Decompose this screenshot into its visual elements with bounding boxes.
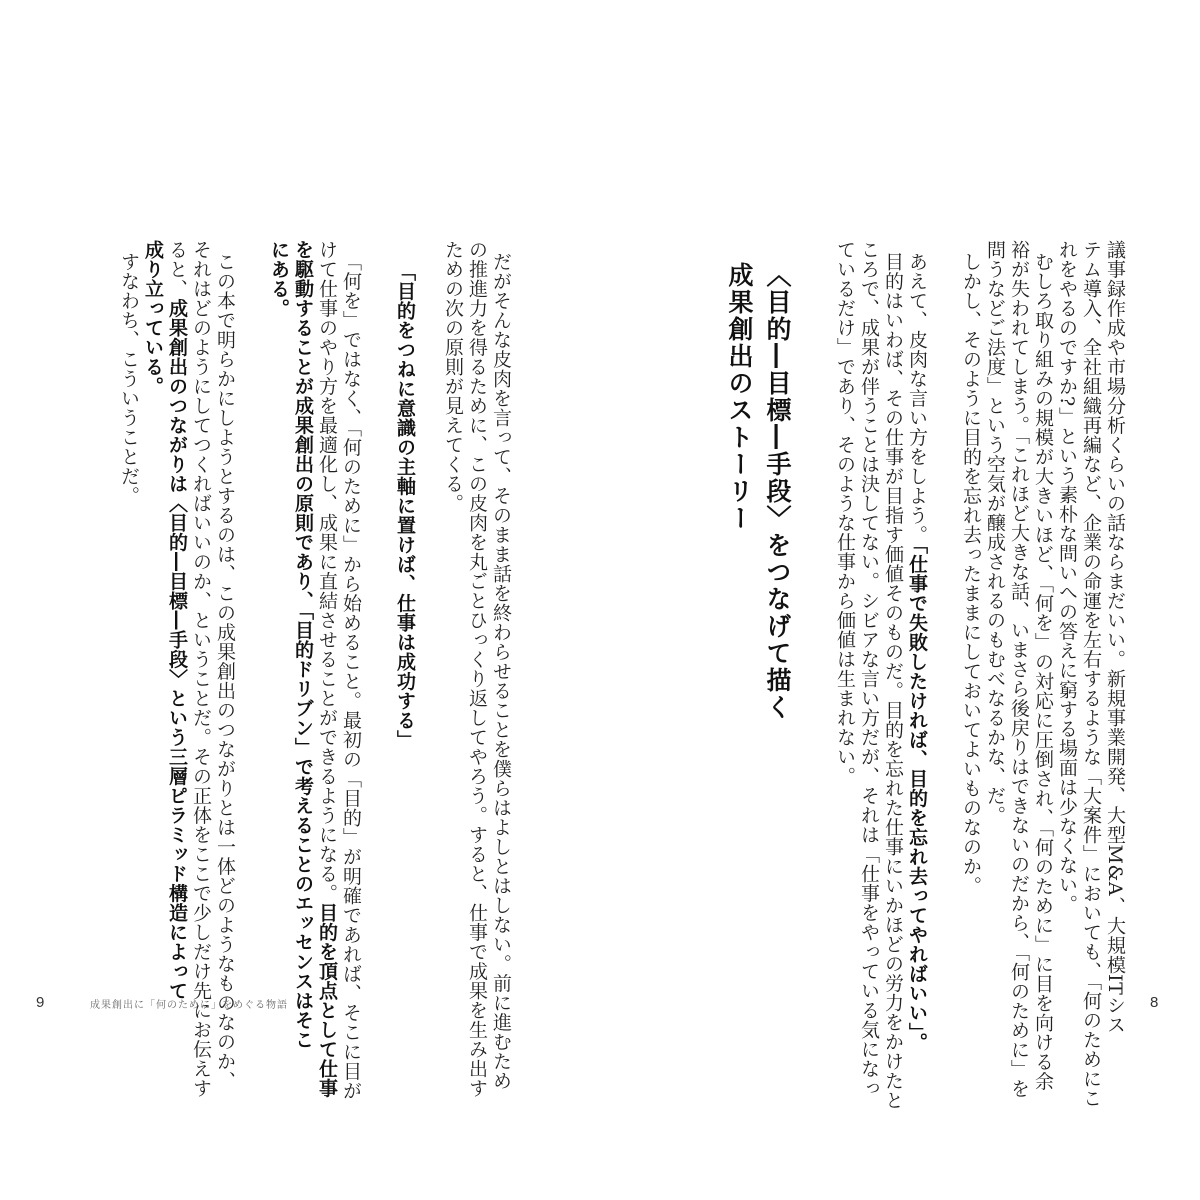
left-col-7: けて仕事のやり方を最適化し、成果に直結させることができるようになる。目的を頂点として仕事	[316, 240, 338, 1098]
running-head: 成果創出に「何のために」をめぐる物語	[90, 1000, 288, 1011]
left-col-6: 「何を」ではなく、「何のために」から始めること。最初の「目的」が明確であれば、そこに目が	[340, 252, 362, 1101]
right-col-0: 議事録作成や市場分析くらいの話ならまだいい。新規事業開発、大型M&A、大規模ITシス	[1104, 240, 1126, 1035]
left-col-4-principle: 「目的をつねに意識の主軸に置けば、仕事は成功する」	[394, 262, 416, 750]
left-col-14: 成り立っている。	[142, 240, 164, 396]
left-col-0: だがそんな皮肉を言って、そのまま話を終わらせることを僕らはよしとはしない。前に進むため	[490, 252, 512, 1091]
page-number-left: 9	[36, 994, 45, 1011]
left-col-1: の推進力を得るために、この皮肉を丸ごとひっくり返してやろう。すると、仕事で成果を生み出す	[466, 240, 488, 1098]
right-col-2: れをやるのですか?」という素朴な問いへの答えに窮する場面は少なくない。	[1056, 240, 1078, 914]
right-col-1: テム導入、全社組織再編など、企業の命運を左右するような「大案件」においても、「何のためにこ	[1080, 240, 1102, 1108]
left-col-8: を駆動することが成果創出の原則であり、「目的ドリブン」で考えることのエッセンスはそこ	[292, 240, 314, 1050]
right-col-3: むしろ取り組みの規模が大きいほど、「何を」の対応に圧倒され、「何のために」に目を向ける余	[1032, 252, 1054, 1091]
right-col-5: 問うなどご法度」という空気が醸成されるのもむべなるかな、だ。	[984, 240, 1006, 825]
right-col-4: 裕が失われてしまう。「これほど大きな話、いまさら後戻りはできないのだから、「何のために」を	[1008, 240, 1030, 1099]
left-col-2: ための次の原則が見えてくる。	[442, 240, 464, 513]
left-col-13: ると、成果創出のつながりは〈目的―目標―手段〉という三層ピラミッド構造によって	[166, 240, 188, 1001]
right-col-10: ているだけ」であり、そのような仕事から価値は生まれない。	[834, 240, 856, 786]
right-col-6: しかし、そのように目的を忘れ去ったままにしておいてよいものなのか。	[960, 252, 982, 896]
right-col-7: あえて、皮肉な言い方をしよう。「仕事で失敗したければ、目的を忘れ去ってやればいい」。	[906, 252, 928, 1052]
left-col-15: すなわち、こういうことだ。	[118, 252, 140, 506]
section-heading-line-1: 〈目的―目標―手段〉をつなげて描く	[763, 262, 792, 721]
left-col-12: それはどのようにしてつくればいいのか、ということだ。その正体をここで少しだけ先にお伝えす	[190, 240, 212, 1098]
right-col-9: ころで、成果が伴うことは決してない。シビアな言い方だが、それは「仕事をやっている気になっ	[858, 240, 880, 1098]
page-number-right: 8	[1150, 994, 1159, 1011]
left-col-9: にある。	[268, 240, 290, 318]
section-heading-line-2: 成果創出のストーリー	[725, 262, 754, 532]
left-col-11: この本で明らかにしようとするのは、この成果創出のつながりとは一体どのようなものなのか、	[214, 252, 236, 1091]
right-col-8: 目的はいわば、その仕事が目指す価値そのものだ。目的を忘れた仕事にいかほどの労力をかけたと	[882, 252, 904, 1110]
